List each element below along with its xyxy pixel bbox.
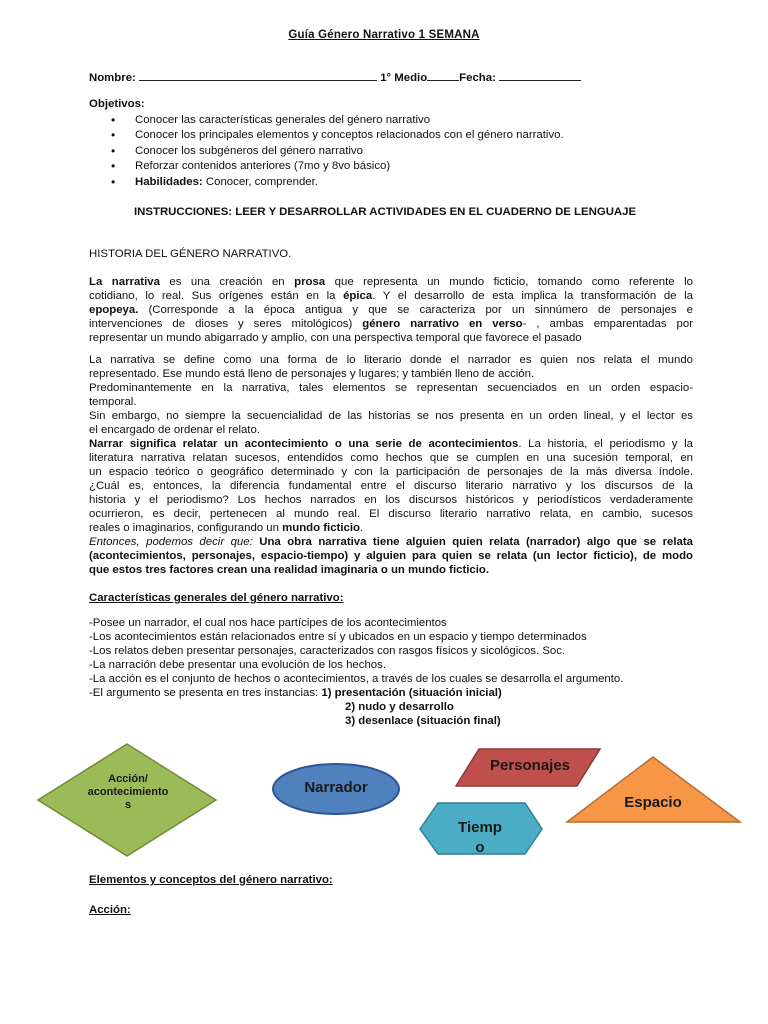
p2-line-8: literatura narrativa relatan sucesos, entendidos como hechos que se cumplen en una sucesión temporal, en [89,452,693,464]
text-span: . [359,522,364,534]
medio-label: 1° Medio [380,72,428,84]
term-mundo-ficticio: mundo ficticio [282,522,360,534]
p2-line-15: (acontecimientos, personajes, espacio-tiempo) y alguien para quien se relata (un lector ficticio), de modo [89,550,693,562]
p2-line-1: La narrativa se define como una forma de lo literario donde el narrador es quien nos relata el mundo [89,354,693,366]
narrador-label: Narrador [304,779,368,796]
tiempo-label-line: o [475,839,485,856]
personajes-label: Personajes [489,757,571,774]
list-item: • Conocer los principales elementos y conceptos relacionados con el género narrativo. [89,128,564,143]
instancia-2: 2) nudo y desarrollo [345,701,454,713]
p2-line-6: el encargado de ordenar el relato. [89,424,260,436]
tiempo-label-line: Tiemp [458,819,502,836]
fecha-label: Fecha: [459,72,496,84]
text-span: intervenciones de dioses y seres mitológicos) [89,318,363,330]
instancia-1: 1) presentación (situación inicial) [321,687,502,699]
p2-line-12: ocurrieron, es decir, pertenecen al mundo real. El discurso literario narrativo relata, en cambio, sucesos [89,508,693,520]
accion-heading: Acción: [89,904,131,916]
p2-line-3: Predominantemente en la narrativa, tales elementos se representan secuenciados en un orden espacio- [89,382,693,394]
text-span: . La historia, el periodismo y la [518,438,693,450]
p2-line-9: un espacio teórico o geográfico determinado y con la participación de personajes de la más diversa índole. [89,466,693,478]
text-span: cotidiano, lo real. Sus orígenes están en la [89,290,344,302]
p2-line-4: temporal. [89,396,137,408]
elementos-heading: Elementos y conceptos del género narrativo: [89,874,333,886]
term-epopeya: epopeya. [89,304,139,316]
habilidades-text: Conocer, comprender. [205,175,318,188]
nombre-label: Nombre: [89,72,136,84]
term-epica: épica [343,290,373,302]
term-narrativa: La narrativa [89,276,160,288]
list-item: -Los acontecimientos están relacionados entre sí y ubicados en un espacio y tiempo determinados [89,631,587,643]
text-span: reales o imaginarios, configurando un [89,522,283,534]
term-prosa: prosa [294,276,326,288]
text-span-italic: Entonces, podemos decir que: [89,536,253,548]
accion-label-line: s [124,799,132,811]
list-item: • Reforzar contenidos anteriores (7mo y 8vo básico) [89,159,564,174]
accion-label-line: Acción/ [108,773,148,785]
list-item: • Conocer las características generales del género narrativo [89,113,564,128]
caracteristicas-heading: Características generales del género narrativo: [89,592,344,604]
p2-line-5: Sin embargo, no siempre la secuencialidad de las historias se nos presenta en un orden lineal, y el lector es [89,410,693,422]
historia-heading: HISTORIA DEL GÉNERO NARRATIVO. [89,248,292,260]
list-item: -La acción es el conjunto de hechos o acontecimientos, a través de los cuales se desarrolla el argumento. [89,673,624,685]
list-item: -Los relatos deben presentar personajes, caracterizados con rasgos físicos y sicológicos. Soc. [89,645,566,657]
instructions: INSTRUCCIONES: LEER Y DESARROLLAR ACTIVIDADES EN EL CUADERNO DE LENGUAJE [134,206,637,218]
argumento-prefix: -El argumento se presenta en tres instancias: [89,687,319,699]
text-span: (Corresponde a la época antigua y que se caracteriza por un sinnúmero de personajes e [138,304,693,316]
p2-line-10: ¿Cuál es, entonces, la diferencia fundamental entre el discurso literario narrativo y los discursos de la [89,480,693,492]
list-item: • Conocer los subgéneros del género narrativo [89,144,564,159]
text-span: - , ambas emparentadas por [522,318,693,330]
espacio-triangle [567,757,740,822]
accion-label-line: acontecimiento [87,786,169,798]
p2-line-16: que estos tres factores crean una realidad imaginaria o un mundo ficticio. [89,564,490,576]
objetivos-heading: Objetivos: [89,98,145,110]
text-span: . Y el desarrollo de esta implica la transformación de la [372,290,693,302]
p1-line-5: representar un mundo abigarrado y amplio, con una perspectiva temporal que favorece el pasado [89,332,582,344]
term-genero-verso: género narrativo en verso [362,318,523,330]
page-title: Guía Género Narrativo 1 SEMANA [288,29,480,41]
text-span: Una obra narrativa tiene alguien quien relata (narrador) algo que se relata [252,536,694,548]
instancia-3: 3) desenlace (situación final) [345,715,501,727]
definition-narrar: Narrar significa relatar un acontecimiento o una serie de acontecimientos [89,438,519,450]
habilidades-label: Habilidades: [135,175,203,188]
text-span: que representa un mundo ficticio, tomando como referente lo [325,276,693,288]
p2-line-11: historia y el periodismo? Los hechos narrados en los discursos históricos y periodísticos verdaderamente [89,494,693,506]
list-item: -La narración debe presentar una evolución de los hechos. [89,659,386,671]
tiempo-label [440,818,520,858]
text-span: es una creación en [159,276,295,288]
list-item: -Posee un narrador, el cual nos hace partícipes de los acontecimientos [89,617,447,629]
accion-label [76,773,180,812]
espacio-label: Espacio [624,794,682,811]
p2-line-2: representado. Ese mundo está lleno de personajes y lugares; y también lleno de acción. [89,368,535,380]
